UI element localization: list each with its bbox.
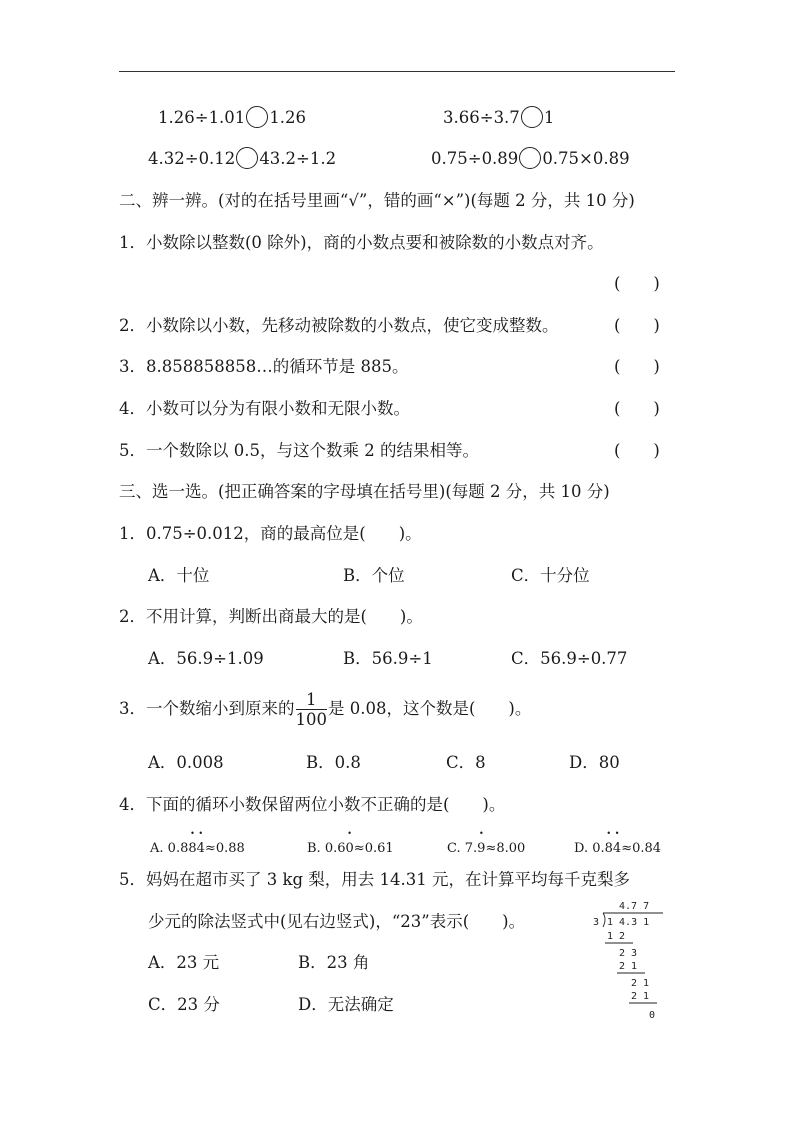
dividend: 1 4.3 1 [607, 917, 650, 928]
repeating-digit: • 4 [613, 839, 621, 859]
q3-stem [119, 688, 531, 730]
option-label: A. [150, 841, 164, 856]
judge-item-5: 5．一个数除以 0.5，与这个数乘 2 的结果相等。 [119, 441, 479, 460]
compare-expr: 43.2÷1.2 [259, 149, 337, 168]
option-text: ≈0.84 [621, 841, 662, 856]
compare-circle[interactable] [519, 147, 541, 169]
q3-option-d[interactable]: D．80 [569, 753, 620, 772]
judge-item-2: 2．小数除以小数，先移动被除数的小数点，使它变成整数。 [119, 316, 559, 335]
top-rule [119, 71, 675, 72]
q3-stem-post: 是 0.08，这个数是( )。 [328, 699, 532, 718]
option-text: 0. [592, 841, 605, 856]
answer-paren[interactable]: ( ) [614, 357, 660, 376]
repeating-digit: • 8 [188, 839, 196, 859]
long-division-svg [585, 898, 675, 1028]
q3-option-a[interactable]: A．0.008 [148, 753, 224, 772]
q5-option-c[interactable]: C．23 分 [148, 995, 220, 1014]
answer-paren[interactable]: ( ) [614, 316, 660, 335]
option-text: ≈8.00 [485, 841, 526, 856]
q5-option-d[interactable]: D．无法确定 [298, 995, 394, 1014]
q3-option-c[interactable]: C．8 [446, 753, 486, 772]
q5-option-a[interactable]: A．23 元 [148, 953, 220, 972]
compare-circle[interactable] [521, 106, 543, 128]
repeating-digit: • 0 [346, 839, 354, 859]
option-label: D. [574, 841, 589, 856]
option-text: 0.8 [167, 841, 189, 856]
divisor: 3 [593, 917, 600, 928]
fraction [296, 690, 328, 729]
compare-expr: 3.66÷3.7 [443, 108, 520, 127]
section2-heading: 二、辨一辨。(对的在括号里画“√”，错的画“×”)(每题 2 分，共 10 分) [119, 191, 635, 210]
q5-stem-line2: 少元的除法竖式中(见右边竖式)，“23”表示( )。 [148, 912, 526, 931]
step-4: 2 1 [631, 978, 650, 989]
step-6: 0 [649, 1010, 656, 1021]
q5-stem-line1: 5．妈妈在超市买了 3 kg 梨，用去 14.31 元，在计算平均每千克梨多 [119, 870, 631, 889]
q1-option-b[interactable]: B．个位 [343, 566, 405, 585]
option-text: 7. [464, 841, 478, 856]
compare-circle[interactable] [246, 106, 268, 128]
q4-option-a[interactable] [150, 839, 245, 859]
q4-option-b[interactable] [307, 839, 394, 859]
option-text: ≈0.61 [353, 841, 394, 856]
option-text: 0.6 [324, 841, 346, 856]
compare-r1-left [158, 108, 306, 128]
q4-stem: 4．下面的循环小数保留两位小数不正确的是( )。 [119, 795, 506, 814]
step-5: 2 1 [631, 991, 650, 1002]
judge-item-4: 4．小数可以分为有限小数和无限小数。 [119, 399, 410, 418]
compare-r2-right [431, 149, 630, 169]
division-bracket [603, 913, 605, 927]
compare-r1-right [443, 108, 554, 128]
option-text: ≈0.88 [204, 841, 245, 856]
judge-item-3: 3．8.858858858…的循环节是 885。 [119, 357, 409, 376]
compare-expr: 4.32÷0.12 [148, 149, 236, 168]
compare-expr: 0.75÷0.89 [431, 149, 519, 168]
answer-paren[interactable]: ( ) [614, 274, 660, 293]
step-3: 2 1 [619, 961, 638, 972]
step-1: 1 2 [607, 931, 626, 942]
q3-option-b[interactable]: B．0.8 [306, 753, 361, 772]
compare-expr: 1 [543, 108, 555, 127]
q2-stem: 2．不用计算，判断出商最大的是( )。 [119, 607, 423, 626]
compare-circle[interactable] [236, 147, 258, 169]
quotient: 4.7 7 [619, 901, 650, 912]
long-division-figure [585, 898, 675, 1028]
q1-stem: 1．0.75÷0.012，商的最高位是( )。 [119, 524, 422, 543]
option-label: B. [307, 841, 321, 856]
answer-paren[interactable]: ( ) [614, 399, 660, 418]
fraction-denominator: 100 [295, 710, 327, 729]
q1-option-c[interactable]: C．十分位 [511, 566, 590, 585]
q4-option-d[interactable] [574, 839, 661, 859]
q5-option-b[interactable]: B．23 角 [298, 953, 370, 972]
q3-stem-pre: 3．一个数缩小到原来的 [119, 699, 295, 718]
repeating-digit: • 9 [477, 839, 485, 859]
fraction-numerator: 1 [296, 690, 328, 710]
compare-expr: 0.75×0.89 [542, 149, 630, 168]
q2-option-c[interactable]: C．56.9÷0.77 [511, 649, 628, 668]
option-label: C. [447, 841, 461, 856]
compare-r2-left [148, 149, 336, 169]
answer-paren[interactable]: ( ) [614, 441, 660, 460]
judge-item-1: 1．小数除以整数(0 除外)，商的小数点要和被除数的小数点对齐。 [119, 233, 604, 252]
q4-option-c[interactable] [447, 839, 525, 859]
q2-option-a[interactable]: A．56.9÷1.09 [148, 649, 264, 668]
repeating-digit: • 4 [197, 839, 205, 859]
repeating-digit: • 8 [605, 839, 613, 859]
section3-heading: 三、选一选。(把正确答案的字母填在括号里)(每题 2 分，共 10 分) [119, 482, 610, 501]
compare-expr: 1.26 [269, 108, 307, 127]
q1-option-a[interactable]: A．十位 [148, 566, 210, 585]
step-2: 2 3 [619, 948, 638, 959]
compare-expr: 1.26÷1.01 [158, 108, 246, 127]
q2-option-b[interactable]: B．56.9÷1 [343, 649, 433, 668]
